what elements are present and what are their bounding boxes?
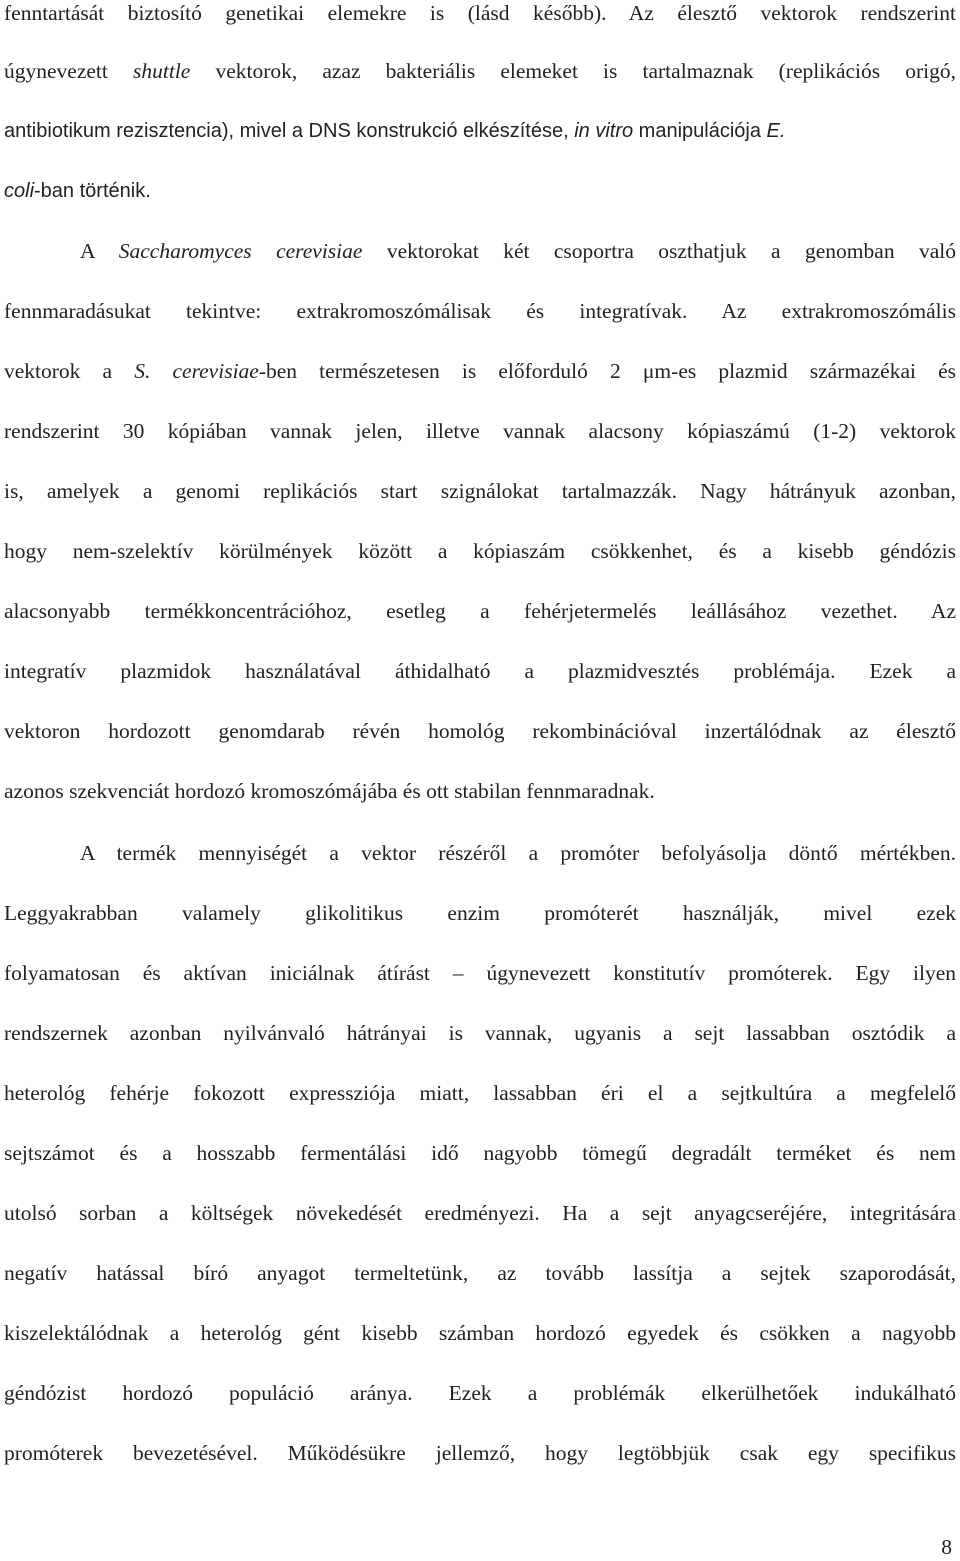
text-line: géndózist hordozó populáció aránya. Ezek a problémák elkerülhetőek indukálható bbox=[4, 1381, 956, 1405]
text-line: hogy nem-szelektív körülmények között a kópiaszám csökkenhet, és a kisebb géndózis bbox=[4, 539, 956, 563]
text-line: vektoron hordozott genomdarab révén homológ rekombinációval inzertálódnak az élesztő bbox=[4, 719, 956, 743]
text-line: integratív plazmidok használatával áthidalható a plazmidvesztés problémája. Ezek a bbox=[4, 659, 956, 683]
text-line: fennmaradásukat tekintve: extrakromoszómálisak és integratívak. Az extrakromoszómális bbox=[4, 299, 956, 323]
text-line: promóterek bevezetésével. Működésükre jellemző, hogy legtöbbjük csak egy specifikus bbox=[4, 1441, 956, 1465]
paragraph-first-line: A Saccharomyces cerevisiae vektorokat két csoportra oszthatjuk a genomban való bbox=[80, 239, 956, 263]
text-line: coli-ban történik. bbox=[4, 180, 151, 202]
text-line: utolsó sorban a költségek növekedését eredményezi. Ha a sejt anyagcseréjére, integritására bbox=[4, 1201, 956, 1225]
text-line: heterológ fehérje fokozott expressziója miatt, lassabban éri el a sejtkultúra a megfelelő bbox=[4, 1081, 956, 1105]
text-line: rendszerint 30 kópiában vannak jelen, illetve vannak alacsony kópiaszámú (1-2) vektorok bbox=[4, 419, 956, 443]
text-line: rendszernek azonban nyilvánvaló hátrányai is vannak, ugyanis a sejt lassabban osztódik a bbox=[4, 1021, 956, 1045]
text-line: azonos szekvenciát hordozó kromoszómájába és ott stabilan fennmaradnak. bbox=[4, 779, 655, 803]
text-line: úgynevezett shuttle vektorok, azaz bakteriális elemeket is tartalmaznak (replikációs origó, bbox=[4, 59, 956, 83]
text-line: alacsonyabb termékkoncentrációhoz, esetleg a fehérjetermelés leállásához vezethet. Az bbox=[4, 599, 956, 623]
page-number: 8 bbox=[941, 1535, 952, 1559]
paragraph-first-line: A termék mennyiségét a vektor részéről a promóter befolyásolja döntő mértékben. bbox=[80, 841, 956, 865]
text-line: Leggyakrabban valamely glikolitikus enzim promóterét használják, mivel ezek bbox=[4, 901, 956, 925]
text-line: antibiotikum rezisztencia), mivel a DNS konstrukció elkészítése, in vitro manipulációja E. bbox=[4, 120, 786, 142]
text-line: folyamatosan és aktívan iniciálnak átírást – úgynevezett konstitutív promóterek. Egy ilyen bbox=[4, 961, 956, 985]
text-line: is, amelyek a genomi replikációs start szignálokat tartalmazzák. Nagy hátrányuk azonban, bbox=[4, 479, 956, 503]
text-line: kiszelektálódnak a heterológ gént kisebb számban hordozó egyedek és csökken a nagyobb bbox=[4, 1321, 956, 1345]
text-line: vektorok a S. cerevisiae-ben természetesen is előforduló 2 μm-es plazmid származékai és bbox=[4, 359, 957, 383]
text-line: sejtszámot és a hosszabb fermentálási idő nagyobb tömegű degradált terméket és nem bbox=[4, 1141, 956, 1165]
text-line: fenntartását biztosító genetikai elemekre is (lásd később). Az élesztő vektorok rendszerint bbox=[4, 1, 956, 25]
text-line: negatív hatással bíró anyagot termeltetünk, az tovább lassítja a sejtek szaporodását, bbox=[4, 1261, 956, 1285]
